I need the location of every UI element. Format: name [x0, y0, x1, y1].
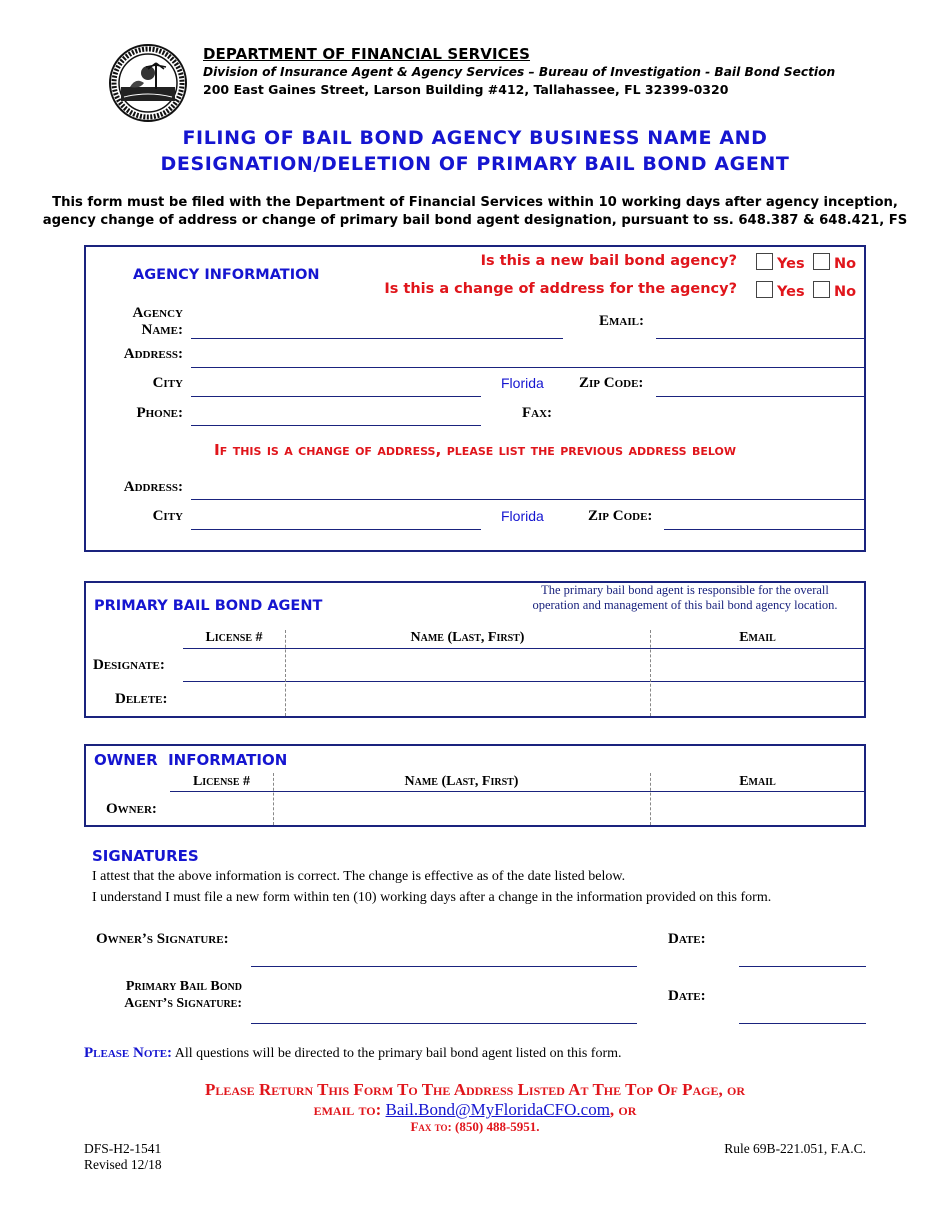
- new-agency-no-checkbox[interactable]: [813, 253, 830, 270]
- primary-col-name: Name (Last, First): [410, 630, 525, 645]
- phone-label: Phone:: [136, 405, 183, 421]
- yes-label: Yes: [777, 284, 805, 300]
- agent-date-label: Date:: [668, 988, 706, 1004]
- change-address-no-checkbox[interactable]: [813, 281, 830, 298]
- previous-zip-code-label: Zip Code:: [588, 508, 653, 524]
- form-title-line2: DESIGNATION/DELETION OF PRIMARY BAIL BOND AGENT: [160, 153, 790, 175]
- please-note-text: All questions will be directed to the primary bail bond agent listed on this form.: [172, 1046, 622, 1061]
- department-address: 200 East Gaines Street, Larson Building #412, Tallahassee, FL 32399-0320: [203, 82, 729, 97]
- agency-name-label-line2: Name:: [141, 322, 183, 338]
- form-title-line1: FILING OF BAIL BOND AGENCY BUSINESS NAME AND: [182, 127, 768, 149]
- primary-col-license: License #: [205, 630, 263, 645]
- primary-agent-heading: PRIMARY BAIL BOND AGENT: [94, 598, 323, 614]
- owner-information-heading: OWNER INFORMATION: [94, 751, 288, 769]
- delete-row-label: Delete:: [115, 691, 168, 707]
- owner-col-name: Name (Last, First): [404, 774, 519, 789]
- division-name: Division of Insurance Agent & Agency Services – Bureau of Investigation - Bail Bond Section: [203, 65, 836, 79]
- change-of-address-notice: [0, 441, 950, 459]
- no-label: No: [834, 284, 857, 300]
- return-fax: Fax to: (850) 488-5951.: [410, 1119, 540, 1134]
- city-label: City: [152, 375, 183, 391]
- city-field[interactable]: [191, 396, 481, 397]
- intro-line2: agency change of address or change of primary bail bond agent designation, pursuant to ss. 648.387 & 648.421, FS: [42, 213, 908, 228]
- email-label: Email:: [599, 313, 644, 329]
- owner-col-email: Email: [739, 774, 776, 789]
- agent-signature-field[interactable]: [251, 1023, 637, 1024]
- designate-license-cell[interactable]: [184, 650, 284, 680]
- form-revised: Revised 12/18: [84, 1157, 162, 1172]
- delete-name-cell[interactable]: [286, 683, 649, 715]
- previous-zip-code-field[interactable]: [664, 529, 864, 530]
- fax-label: Fax:: [522, 405, 553, 421]
- please-note-label: Please Note:: [84, 1045, 173, 1061]
- designate-name-cell[interactable]: [286, 650, 649, 680]
- zip-code-label: Zip Code:: [579, 375, 644, 391]
- please-note: [84, 1045, 622, 1062]
- agency-name-field[interactable]: [191, 338, 563, 339]
- email-to-label: email to:: [313, 1100, 386, 1119]
- signatures-heading: SIGNATURES: [92, 847, 199, 865]
- no-label: No: [834, 256, 857, 272]
- owner-signature-field[interactable]: [251, 966, 637, 967]
- new-agency-no-option[interactable]: [813, 253, 856, 272]
- form-id: DFS-H2-1541: [84, 1141, 162, 1156]
- previous-state-value: Florida: [501, 508, 544, 524]
- primary-agent-note-line1: The primary bail bond agent is responsible for the overall: [541, 583, 829, 597]
- zip-code-field[interactable]: [656, 396, 864, 397]
- agent-signature-label-line2: Agent’s Signature:: [124, 996, 242, 1011]
- owner-name-cell[interactable]: [274, 793, 649, 824]
- previous-address-label: Address:: [123, 479, 183, 495]
- agent-signature-label-line1: Primary Bail Bond: [125, 979, 242, 994]
- state-seal: [108, 43, 188, 123]
- designate-row-label: Designate:: [93, 657, 165, 673]
- return-instructions-line1: Please Return This Form To The Address Listed At The Top Of Page, or: [204, 1080, 746, 1099]
- rule-citation: Rule 69B-221.051, F.A.C.: [724, 1141, 866, 1156]
- change-address-yes-checkbox[interactable]: [756, 281, 773, 298]
- attestation-line2: I understand I must file a new form within ten (10) working days after a change in the information provided on this form.: [92, 890, 772, 905]
- owner-date-field[interactable]: [739, 966, 866, 967]
- return-instructions-line2: [0, 1100, 950, 1120]
- designate-email-cell[interactable]: [651, 650, 863, 680]
- new-agency-yes-option[interactable]: [756, 253, 805, 272]
- state-value: Florida: [501, 375, 544, 391]
- delete-email-cell[interactable]: [651, 683, 863, 715]
- question-new-agency: Is this a new bail bond agency?: [480, 253, 737, 269]
- new-agency-yes-checkbox[interactable]: [756, 253, 773, 270]
- yes-label: Yes: [777, 256, 805, 272]
- phone-field[interactable]: [191, 425, 481, 426]
- change-address-no-option[interactable]: [813, 281, 856, 300]
- primary-col-email: Email: [739, 630, 776, 645]
- or-label: , or: [609, 1100, 637, 1119]
- owner-row-label: Owner:: [106, 801, 157, 817]
- primary-agent-note-line2: operation and management of this bail bond agency location.: [532, 598, 838, 612]
- email-field[interactable]: [656, 338, 864, 339]
- owner-date-label: Date:: [668, 931, 706, 947]
- previous-address-field[interactable]: [191, 499, 864, 500]
- owner-license-cell[interactable]: [171, 793, 272, 824]
- owner-signature-label: Owner’s Signature:: [96, 931, 229, 947]
- department-name: DEPARTMENT OF FINANCIAL SERVICES: [203, 45, 531, 63]
- owner-email-cell[interactable]: [651, 793, 863, 824]
- change-notice-text: If this is a change of address, please list the previous address below: [214, 441, 736, 459]
- owner-col-license: License #: [192, 774, 251, 789]
- agency-name-label-line1: Agency: [132, 305, 183, 321]
- return-email-link[interactable]: Bail.Bond@MyFloridaCFO.com: [385, 1100, 610, 1119]
- change-address-yes-option[interactable]: [756, 281, 805, 300]
- agent-date-field[interactable]: [739, 1023, 866, 1024]
- intro-line1: This form must be filed with the Department of Financial Services within 10 working days after agency inception,: [52, 195, 898, 210]
- owner-header-rule: [170, 791, 865, 792]
- delete-license-cell[interactable]: [184, 683, 284, 715]
- attestation-line1: I attest that the above information is correct. The change is effective as of the date listed below.: [92, 869, 626, 884]
- previous-city-label: City: [152, 508, 183, 524]
- address-label: Address:: [123, 346, 183, 362]
- question-change-address: Is this a change of address for the agency?: [384, 281, 737, 297]
- agency-information-heading: AGENCY INFORMATION: [133, 267, 320, 283]
- previous-city-field[interactable]: [191, 529, 481, 530]
- address-field[interactable]: [191, 367, 864, 368]
